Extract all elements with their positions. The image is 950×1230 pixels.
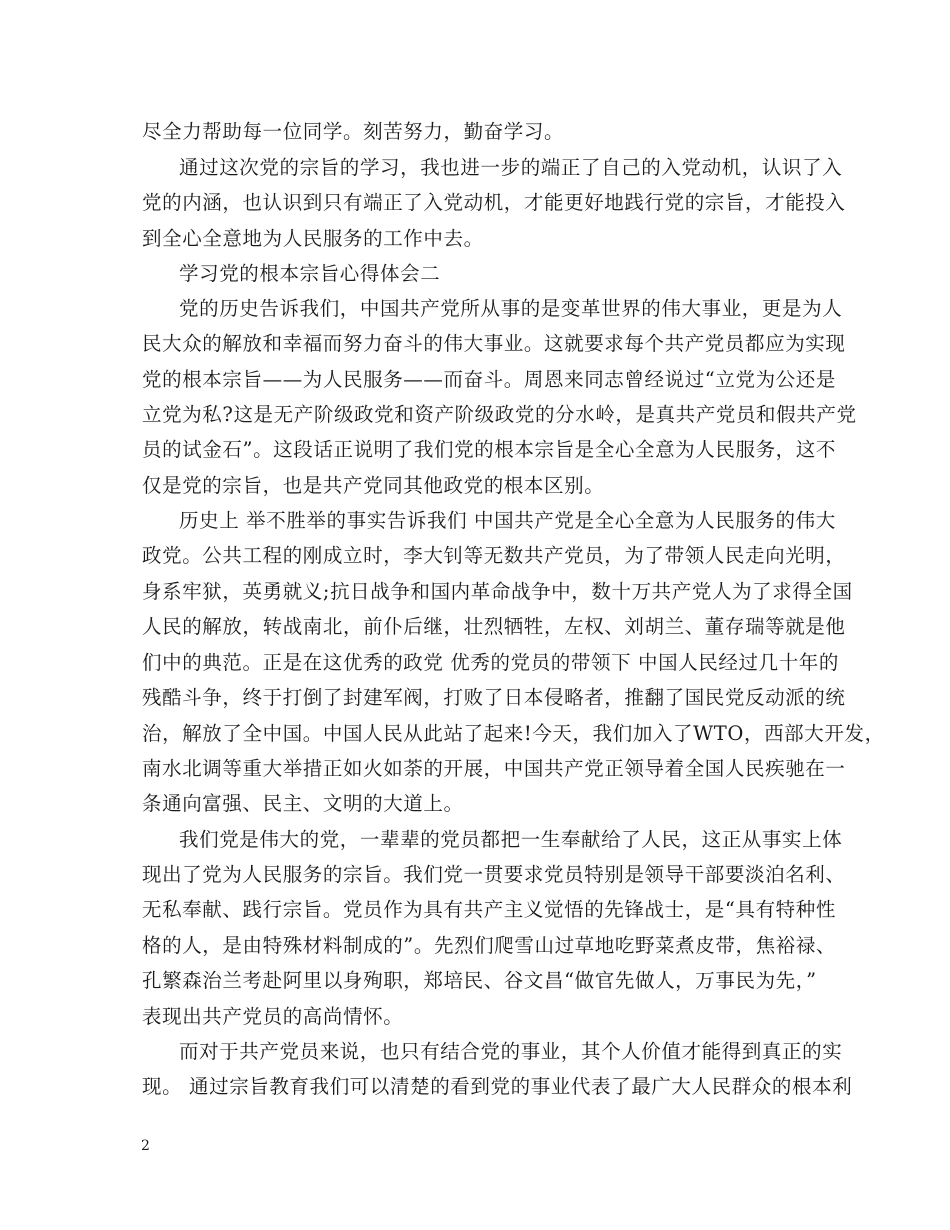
- text-line: 人民的解放，转战南北，前仆后继，壮烈牺牲，左权、刘胡兰、董存瑞等就是他: [142, 615, 846, 638]
- text-line: 党的历史告诉我们，中国共产党所从事的是变革世界的伟大事业，更是为人: [179, 297, 843, 320]
- text-line: 我们党是伟大的党，一辈辈的党员都把一生奉献给了人民，这正从事实上体: [179, 828, 843, 851]
- page-number: 2: [141, 1138, 150, 1154]
- text-line: 残酷斗争，终于打倒了封建军阀，打败了日本侵略者，推翻了国民党反动派的统: [142, 686, 846, 709]
- text-line: 无私奉献、践行宗旨。党员作为具有共产主义觉悟的先锋战士，是“具有特种性: [142, 898, 836, 921]
- text-line: 到全心全意地为人民服务的工作中去。: [142, 227, 484, 250]
- text-line: 通过这次党的宗旨的学习，我也进一步的端正了自己的入党动机，认识了入: [179, 156, 843, 179]
- text-line: 现出了党为人民服务的宗旨。我们党一贯要求党员特别是领导干部要淡泊名利、: [142, 863, 846, 886]
- text-line: 条通向富强、民主、文明的大道上。: [142, 792, 464, 815]
- section-heading: 学习党的根本宗旨心得体会二: [179, 262, 441, 285]
- text-line: 党的根本宗旨——为人民服务——而奋斗。周恩来同志曾经说过“立党为公还是: [142, 368, 836, 391]
- text-line: 立党为私?这是无产阶级政党和资产阶级政党的分水岭，是真共产党员和假共产党: [142, 403, 857, 426]
- text-line: 现。 通过宗旨教育我们可以清楚的看到党的事业代表了最广大人民群众的根本利: [142, 1075, 853, 1098]
- text-line: 表现出共产党员的高尚情怀。: [142, 1005, 404, 1028]
- text-line: 尽全力帮助每一位同学。刻苦努力，勤奋学习。: [142, 120, 565, 143]
- text-line: 身系牢狱，英勇就义;抗日战争和国内革命战争中，数十万共产党人为了求得全国: [142, 580, 853, 603]
- text-line: 党的内涵，也认识到只有端正了入党动机，才能更好地践行党的宗旨，才能投入: [142, 191, 846, 214]
- text-line: 民大众的解放和幸福而努力奋斗的伟大事业。这就要求每个共产党员都应为实现: [142, 332, 846, 355]
- text-line: 而对于共产党员来说，也只有结合党的事业，其个人价值才能得到真正的实: [179, 1040, 843, 1063]
- text-line: 南水北调等重大举措正如火如荼的开展，中国共产党正领导着全国人民疾驰在一: [142, 757, 846, 780]
- text-line: 历史上 举不胜举的事实告诉我们 中国共产党是全心全意为人民服务的伟大: [179, 509, 836, 532]
- text-line: 们中的典范。正是在这优秀的政党 优秀的党员的带领下 中国人民经过几十年的: [142, 651, 839, 674]
- text-line: 孔繁森治兰考赴阿里以身殉职，郑培民、谷文昌“做官先做人，万事民为先，”: [142, 969, 817, 992]
- text-line: 政党。公共工程的刚成立时，李大钊等无数共产党员，为了带领人民走向光明，: [142, 544, 846, 567]
- text-line: 仅是党的宗旨，也是共产党同其他政党的根本区别。: [142, 474, 605, 497]
- text-line: 治，解放了全中国。中国人民从此站了起来!今天，我们加入了WTO，西部大开发，: [142, 722, 885, 745]
- text-line: 员的试金石”。这段话正说明了我们党的根本宗旨是全心全意为人民服务，这不: [142, 438, 836, 461]
- text-line: 格的人，是由特殊材料制成的”。先烈们爬雪山过草地吃野菜煮皮带，焦裕禄、: [142, 934, 836, 957]
